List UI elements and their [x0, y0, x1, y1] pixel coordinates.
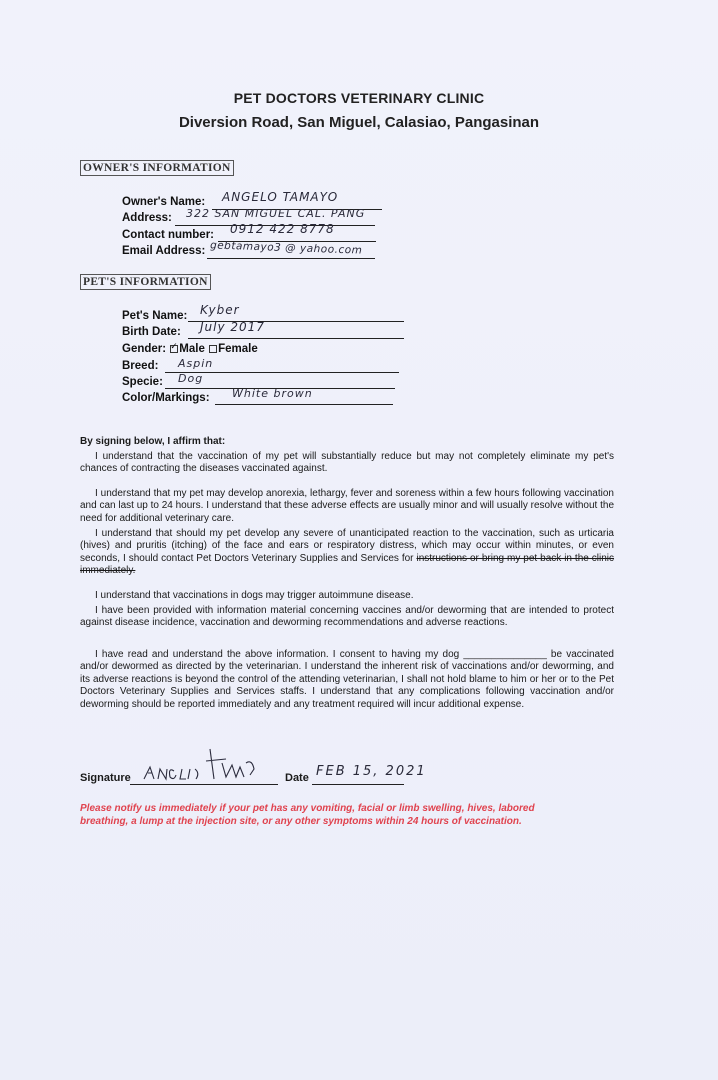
consent-heading: By signing below, I affirm that: — [80, 436, 226, 447]
owner-name-label: Owner's Name: — [122, 196, 206, 208]
gender-row — [122, 340, 258, 355]
birth-date-value: July 2017 — [200, 320, 265, 334]
consent-paragraph-3: I understand that should my pet develop any severe of unanticipated reaction to the vaccination, such as urticaria (hives) and pruritis (itching) of the face and ears or respiratory distress, which may occur within minutes, or even seconds, I should contact Pet Doctors Veterinary Supplies and Services for instructions or bring my pet back in the clinic immediately. — [80, 528, 615, 577]
consent-paragraph-4: I understand that vaccinations in dogs may trigger autoimmune disease. — [95, 590, 414, 601]
pet-name-label: Pet's Name: — [122, 310, 188, 322]
breed-label: Breed: — [122, 360, 159, 372]
clinic-name: PET DOCTORS VETERINARY CLINIC — [233, 90, 485, 106]
owner-section-title: OWNER'S INFORMATION — [80, 160, 234, 176]
consent-paragraph-5: I have been provided with information material concerning vaccines and/or deworming that are intended to protect against disease incidence, vaccination and deworming recommendations and adverse reactions. — [80, 605, 614, 629]
address-label: Address: — [122, 212, 172, 224]
contact-label: Contact number: — [122, 229, 214, 241]
color-label: Color/Markings: — [122, 392, 210, 404]
consent-paragraph-1: I understand that the vaccination of my pet will substantially reduce but may not completely eliminate my pet's chances of contracting the diseases vaccinated against. — [80, 451, 614, 475]
owner-name-value: ANGELO TAMAYO — [222, 190, 339, 204]
date-line — [312, 784, 404, 785]
gender-male-label: Male — [179, 343, 205, 355]
birth-date-label: Birth Date: — [122, 326, 181, 338]
pet-section-title: PET'S INFORMATION — [80, 274, 211, 290]
birth-date-line — [188, 338, 404, 339]
male-check-mark: ✓ — [170, 340, 178, 351]
gender-female-label: Female — [218, 343, 258, 355]
consent-paragraph-2: I understand that my pet may develop anorexia, lethargy, fever and soreness within a few hours following vaccination and can last up to 24 hours. I understand that these adverse effects are usually minor and will usually resolve without the need for additional veterinary care. — [80, 488, 615, 524]
pet-name-value: Kyber — [200, 303, 240, 317]
breed-value: Aspin — [178, 357, 214, 370]
signature-label: Signature — [80, 772, 131, 784]
contact-value: 0912 422 8778 — [230, 222, 335, 236]
specie-value: Dog — [178, 372, 204, 385]
color-value: White brown — [232, 387, 313, 400]
email-line — [207, 258, 375, 259]
date-label: Date — [285, 772, 309, 784]
email-value: gebtamayo3 @ yahoo.com — [209, 239, 363, 257]
notice-text: Please notify us immediately if your pet has any vomiting, facial or limb swelling, hives, labored breathing, a lump at the injection site, or any other symptoms within 24 hours of vaccination. — [80, 803, 535, 827]
signature-scribble — [140, 745, 280, 785]
specie-label: Specie: — [122, 376, 163, 388]
clinic-address: Diversion Road, San Miguel, Calasiao, Pangasinan — [178, 114, 540, 131]
color-line — [215, 404, 393, 405]
gender-label: Gender: — [122, 343, 167, 355]
email-label: Email Address: — [122, 245, 206, 257]
date-value: FEB 15, 2021 — [316, 764, 427, 779]
struck-text: instructions or bring my pet back in the clinic immediately. — [80, 552, 615, 577]
male-checkbox[interactable] — [170, 340, 178, 353]
consent-paragraph-6: I have read and understand the above information. I consent to having my dog _______________ be vaccinated and/or dewormed as directed by the veterinarian. I understand the inherent risk of vaccinations and/or deworming, and its adverse reactions is beyond the control of the attending veterinarian, I shall not hold blame to him or her or to the Pet Doctors Veterinary Supplies and Services staffs. I understand that any complications following vaccination and/or deworming should be reported immediately and any treatment required will incur additional expense. — [80, 649, 614, 710]
female-checkbox[interactable] — [209, 345, 217, 353]
address-value: 322 SAN MIGUEL CAL. PANG — [186, 207, 366, 220]
